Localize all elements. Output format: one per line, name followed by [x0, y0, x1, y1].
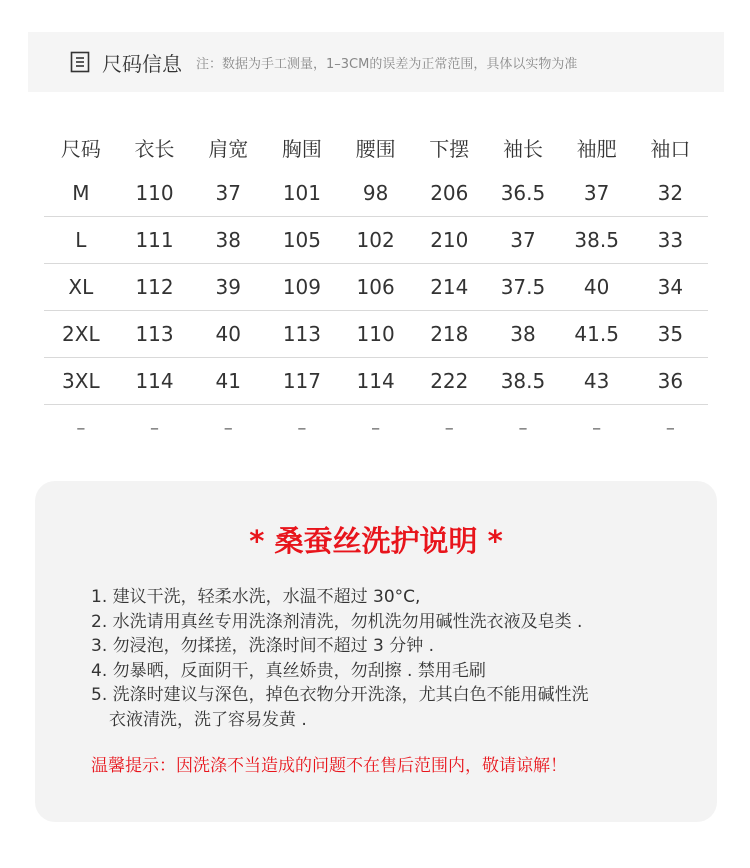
table-cell: –: [371, 417, 381, 439]
table-row: [44, 170, 708, 217]
table-cell: –: [297, 417, 307, 439]
table-cell: M: [72, 181, 90, 205]
table-cell: 117: [282, 369, 321, 393]
table-cell: 3XL: [62, 369, 100, 393]
table-cell: –: [518, 417, 528, 439]
table-cell: 38.5: [574, 228, 619, 252]
care-item: 3. 勿浸泡，勿揉搓，洗涤时间不超过 3 分钟 .: [91, 636, 435, 656]
size-info-header: [28, 32, 724, 92]
care-item-continued: 衣液清洗，洗了容易发黄 .: [109, 709, 307, 730]
table-cell: 38: [510, 322, 536, 346]
column-header: 尺码: [60, 136, 101, 161]
table-cell: 40: [215, 322, 241, 346]
table-cell: XL: [68, 275, 94, 299]
table-cell: 112: [135, 275, 174, 299]
table-cell: 37: [215, 181, 241, 205]
table-cell: 33: [657, 228, 684, 252]
table-cell: 34: [657, 275, 684, 299]
care-item: 1. 建议干洗，轻柔水洗，水温不超过 30°C,: [91, 587, 421, 607]
table-cell: 113: [282, 322, 321, 346]
table-cell: 40: [583, 275, 610, 299]
table-cell: 106: [356, 275, 395, 299]
table-cell: –: [223, 417, 233, 439]
care-item: 5. 洗涤时建议与深色，掉色衣物分开洗涤，尤其白色不能用碱性洗: [91, 685, 589, 705]
table-cell: 114: [356, 369, 395, 393]
care-item: 2. 水洗请用真丝专用洗涤剂清洗，勿机洗勿用碱性洗衣液及皂类 .: [91, 611, 583, 632]
column-header: 袖肥: [576, 136, 617, 161]
table-cell: –: [150, 417, 160, 439]
table-cell: 113: [135, 322, 174, 346]
table-cell: 38.5: [500, 369, 546, 393]
table-cell: 41.5: [574, 322, 619, 346]
table-cell: 206: [430, 181, 469, 205]
table-cell: 37.5: [500, 275, 546, 299]
measurement-note: 注：数据为手工测量，1–3CM的误差为正常范围，具体以实物为准: [196, 56, 578, 72]
table-cell: 109: [282, 275, 321, 299]
table-cell: 37: [583, 181, 610, 205]
table-cell: 110: [135, 181, 174, 205]
care-instructions-panel: [35, 481, 717, 822]
table-cell: 214: [430, 275, 469, 299]
table-cell: –: [665, 417, 675, 439]
table-row: [44, 264, 708, 311]
table-cell: 43: [583, 369, 610, 393]
document-list-icon: [70, 51, 90, 73]
table-cell: 114: [135, 369, 174, 393]
table-cell: 36.5: [500, 181, 546, 205]
care-item: 4. 勿暴晒，反面阴干，真丝娇贵，勿刮擦 . 禁用毛刷: [91, 660, 486, 681]
column-header: 袖长: [502, 136, 543, 161]
table-cell: –: [444, 417, 454, 439]
table-cell: 101: [282, 181, 321, 205]
table-cell: 110: [356, 322, 395, 346]
table-cell: 32: [657, 181, 684, 205]
table-header-row: [44, 124, 708, 170]
table-cell: 41: [215, 369, 241, 393]
table-cell: 111: [135, 228, 174, 252]
table-cell: 105: [282, 228, 321, 252]
table-cell: 102: [356, 228, 395, 252]
table-cell: 2XL: [62, 322, 100, 346]
column-header: 下摆: [429, 136, 470, 161]
table-row: [44, 358, 708, 405]
column-header: 腰围: [355, 136, 396, 161]
table-cell: –: [592, 417, 602, 439]
table-cell: 39: [215, 275, 241, 299]
table-row: [44, 217, 708, 264]
size-table: [44, 124, 708, 451]
table-cell: 98: [362, 181, 389, 205]
column-header: 胸围: [281, 136, 322, 161]
table-cell: 218: [430, 322, 469, 346]
section-title: 尺码信息: [102, 51, 182, 76]
table-cell: –: [76, 417, 86, 439]
table-cell: 38: [215, 228, 241, 252]
table-cell: L: [75, 228, 87, 252]
column-header: 肩宽: [208, 136, 249, 161]
care-list: [91, 585, 691, 732]
table-row-empty: [44, 405, 708, 451]
table-cell: 37: [510, 228, 536, 252]
table-row: [44, 311, 708, 358]
care-title: * 桑蚕丝洗护说明 *: [249, 524, 503, 558]
table-cell: 35: [657, 322, 684, 346]
table-cell: 210: [430, 228, 469, 252]
column-header: 袖口: [650, 136, 691, 161]
table-cell: 36: [657, 369, 684, 393]
column-header: 衣长: [134, 136, 175, 161]
warm-reminder: 温馨提示：因洗涤不当造成的问题不在售后范围内，敬请谅解！: [91, 756, 567, 776]
table-cell: 222: [430, 369, 469, 393]
